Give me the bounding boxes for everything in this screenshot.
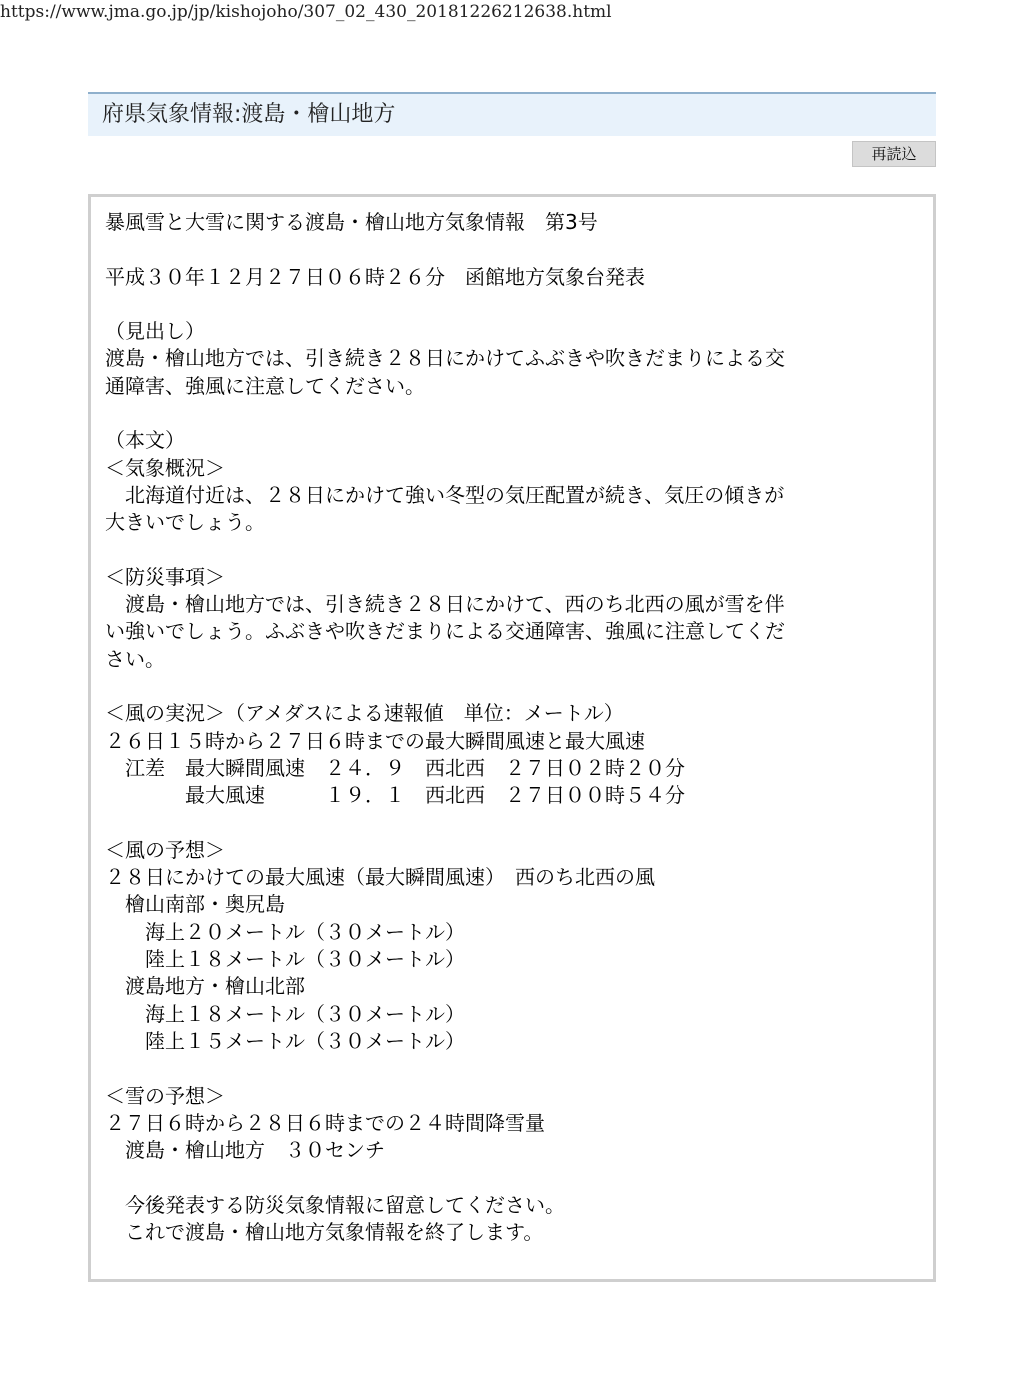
bulletin-line: ２８日にかけての最大風速（最大瞬間風速） 西のち北西の風 xyxy=(105,865,655,890)
bulletin-line: 暴風雪と大雪に関する渡島・檜山地方気象情報 第3号 xyxy=(105,210,598,234)
bulletin-line: ２７日６時から２８日６時までの２４時間降雪量 xyxy=(105,1110,545,1135)
bulletin-line: さい。 xyxy=(105,646,165,671)
bulletin-line: ２６日１５時から２７日６時までの最大瞬間風速と最大風速 xyxy=(105,728,645,753)
bulletin-text xyxy=(105,209,925,1246)
bulletin-line: 平成３０年１２月２７日０６時２６分 函館地方気象台発表 xyxy=(105,264,645,289)
bulletin-line: 陸上１５メートル（３０メートル） xyxy=(105,1028,465,1053)
reload-button[interactable]: 再読込 xyxy=(852,141,936,167)
bulletin-line: い強いでしょう。ふぶきや吹きだまりによる交通障害、強風に注意してくだ xyxy=(105,619,785,644)
page-title: 府県気象情報:渡島・檜山地方 xyxy=(102,102,396,127)
bulletin-line: 今後発表する防災気象情報に留意してください。 xyxy=(105,1192,565,1217)
bulletin-line: これで渡島・檜山地方気象情報を終了します。 xyxy=(105,1219,544,1244)
bulletin-line: ＜防災事項＞ xyxy=(105,564,225,589)
bulletin-line: 海上２０メートル（３０メートル） xyxy=(105,919,465,944)
page-header xyxy=(88,92,936,136)
bulletin-box xyxy=(88,194,936,1282)
bulletin-line xyxy=(105,291,925,318)
page-url: https://www.jma.go.jp/jp/kishojoho/307_02_430_20181226212638.html xyxy=(0,2,612,22)
bulletin-line: ＜気象概況＞ xyxy=(105,455,225,480)
bulletin-line xyxy=(105,810,925,837)
bulletin-line: 渡島・檜山地方 ３０センチ xyxy=(105,1138,385,1163)
bulletin-line: 渡島・檜山地方では、引き続き２８日にかけてふぶきや吹きだまりによる交 xyxy=(105,346,785,371)
bulletin-line xyxy=(105,1055,925,1082)
bulletin-line: 通障害、強風に注意してください。 xyxy=(105,373,425,398)
bulletin-line: 陸上１８メートル（３０メートル） xyxy=(105,947,465,972)
bulletin-line: （本文） xyxy=(105,428,185,453)
bulletin-line xyxy=(105,537,925,564)
bulletin-line: 檜山南部・奥尻島 xyxy=(105,892,285,917)
bulletin-line: 渡島・檜山地方では、引き続き２８日にかけて、西のち北西の風が雪を伴 xyxy=(105,592,785,617)
bulletin-line xyxy=(105,1164,925,1191)
bulletin-line: ＜風の実況＞（アメダスによる速報値 単位：メートル） xyxy=(105,701,624,726)
bulletin-line: （見出し） xyxy=(105,319,205,344)
bulletin-line: 最大風速 １９．１ 西北西 ２７日００時５４分 xyxy=(105,783,685,808)
bulletin-line: 北海道付近は、２８日にかけて強い冬型の気圧配置が続き、気圧の傾きが xyxy=(105,482,785,507)
bulletin-line: 渡島地方・檜山北部 xyxy=(105,974,305,999)
bulletin-line: ＜雪の予想＞ xyxy=(105,1083,225,1108)
bulletin-line xyxy=(105,236,925,263)
bulletin-line xyxy=(105,400,925,427)
bulletin-line: 大きいでしょう。 xyxy=(105,510,265,535)
bulletin-line: 海上１８メートル（３０メートル） xyxy=(105,1001,465,1026)
bulletin-line: 江差 最大瞬間風速 ２４．９ 西北西 ２７日０２時２０分 xyxy=(105,755,685,780)
bulletin-line xyxy=(105,673,925,700)
bulletin-line: ＜風の予想＞ xyxy=(105,837,225,862)
